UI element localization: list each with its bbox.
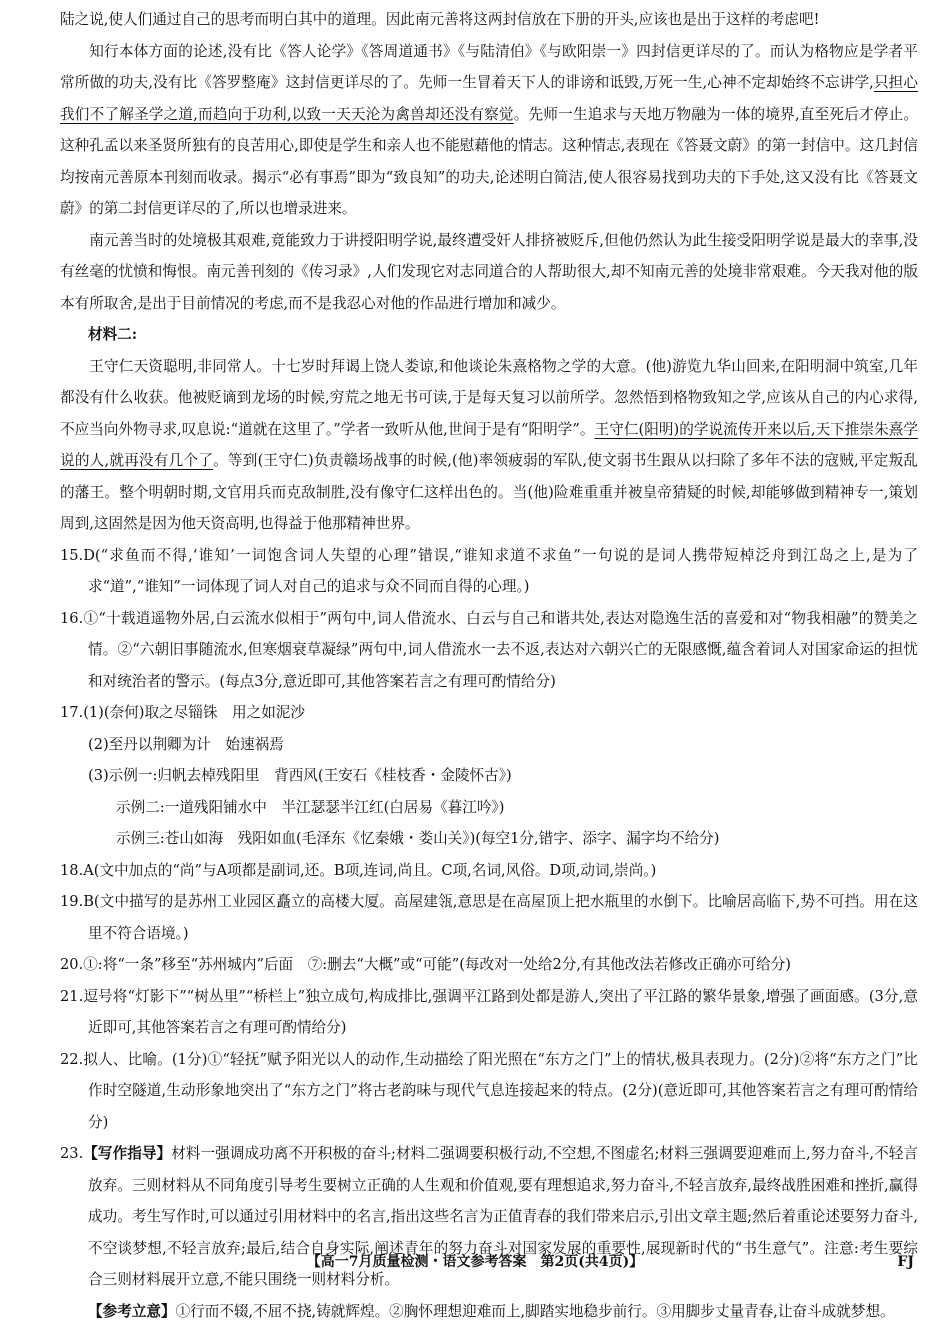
answer-17-example-3: 示例三:苍山如海 残阳如血(毛泽东《忆秦娥・娄山关》)(每空1分,错字、添字、漏字均不给分): [60, 823, 918, 855]
answer-23-number: 23.: [60, 1145, 83, 1162]
material2-text-a: 王守仁天资聪明,非同常人。十七岁时拜谒上饶人娄谅,和他谈论朱熹格物之学的大意。(他)游览九华山回来,在阳明洞中筑室,几年都没有什么收获。他被贬谪到龙场的时候,穷荒之地无书可读,于是每天复习以前所学。忽然悟到格物致知之学,应该从自己的内心求得,不应当向外物寻求,叹息说:“道就在这里了。”学者一致听从他,世间于是有“阳明学”。: [60, 358, 918, 438]
answer-15: 15.D(“求鱼而不得,‘谁知’一词饱含词人失望的心理”错误,“谁知求道不求鱼”一句说的是词人携带短棹泛舟到江岛之上,是为了求“道”,“谁知”一词体现了词人对自己的追求与众不同而自得的心理。): [60, 540, 918, 603]
intro-paragraph-3: 南元善当时的处境极其艰难,竟能致力于讲授阳明学说,最终遭受奸人排挤被贬斥,但他仍然认为此生接受阳明学说是最大的幸事,没有丝毫的忧愤和悔恨。南元善刊刻的《传习录》,人们发现它对志同道合的人帮助很大,却不知南元善的处境非常艰难。今天我对他的版本有所取舍,是出于目前情况的考虑,而不是我忍心对他的作品进行增加和减少。: [60, 225, 918, 320]
intro-p2-text-a: 知行本体方面的论述,没有比《答人论学》《答周道通书》《与陆清伯》《与欧阳崇一》四封信更详尽的了。而认为格物应是学者平常所做的功夫,没有比《答罗整庵》这封信更详尽的了。先师一生冒着天下人的诽谤和诋毁,万死一生,心神不定却始终不忘讲学,: [60, 43, 918, 92]
footer-code: FJ: [897, 1250, 914, 1274]
document-page: [60, 4, 918, 1327]
intro-p2-underlined: 只担心我们不了解圣学之道,而趋向于功利,以致一天天沦为禽兽却还没有察觉: [60, 74, 918, 123]
answer-21: 21.逗号将“灯影下”“树丛里”“桥栏上”独立成句,构成排比,强调平江路到处都是游人,突出了平江路的繁华景象,增强了画面感。(3分,意近即可,其他答案若言之有理可酌情给分): [60, 981, 918, 1044]
reference-theme-text: ①行而不辍,不屈不挠,铸就辉煌。②胸怀理想迎难而上,脚踏实地稳步前行。③用脚步丈量青春,让奋斗成就梦想。: [176, 1303, 895, 1320]
reference-theme: [60, 1296, 918, 1327]
answer-17-example-2: 示例二:一道残阳铺水中 半江瑟瑟半江红(白居易《暮江吟》): [60, 792, 918, 824]
intro-paragraph-1: 陆之说,使人们通过自己的思考而明白其中的道理。因此南元善将这两封信放在下册的开头,应该也是出于这样的考虑吧!: [60, 4, 918, 36]
intro-p2-text-b: 。先师一生追求与天地万物融为一体的境界,直至死后才停止。这种孔孟以来圣贤所独有的良苦用心,即使是学生和亲人也不能慰藉他的情志。这种情志,表现在《答聂文蔚》的第一封信中。这几封信均按南元善原本刊刻而收录。揭示“必有事焉”即为“致良知”的功夫,论述明白简洁,使人很容易找到功夫的下手处,这又没有比《答聂文蔚》的第二封信更详尽的了,所以也增录进来。: [60, 106, 918, 218]
answer-23-label: 【写作指导】: [83, 1145, 171, 1162]
material2-text-b: 。等到(王守仁)负责赣场战事的时候,(他)率领疲弱的军队,使文弱书生跟从以扫除了多年不法的寇贼,平定叛乱的藩王。整个明朝时期,文官用兵而克敌制胜,没有像守仁这样出色的。当(他)险难重重并被皇帝猜疑的时候,却能够做到精神专一,策划周到,这固然是因为他天资高明,也得益于他那精神世界。: [60, 452, 918, 532]
answer-17-2: (2)至丹以荆卿为计 始速祸焉: [60, 729, 918, 761]
answer-19: 19.B(文中描写的是苏州工业园区矗立的高楼大厦。高屋建瓴,意思是在高屋顶上把水瓶里的水倒下。比喻居高临下,势不可挡。用在这里不符合语境。): [60, 886, 918, 949]
material2-heading: 材料二:: [60, 319, 918, 351]
page-footer: [0, 1250, 950, 1274]
answer-22: 22.拟人、比喻。(1分)①“轻抚”赋予阳光以人的动作,生动描绘了阳光照在“东方之门”上的情状,极具表现力。(2分)②将“东方之门”比作时空隧道,生动形象地突出了“东方之门”将古老韵味与现代气息连接起来的特点。(2分)(意近即可,其他答案若言之有理可酌情给分): [60, 1044, 918, 1139]
answer-17-3: (3)示例一:归帆去棹残阳里 背西风(王安石《桂枝香・金陵怀古》): [60, 760, 918, 792]
answer-16: 16.①“十载逍遥物外居,白云流水似相于”两句中,词人借流水、白云与自己和谐共处,表达对隐逸生活的喜爱和对“物我相融”的赞美之情。②“六朝旧事随流水,但寒烟衰草凝绿”两句中,词人借流水一去不返,表达对六朝兴亡的无限感慨,蕴含着词人对国家命运的担忧和对统治者的警示。(每点3分,意近即可,其他答案若言之有理可酌情给分): [60, 603, 918, 698]
answer-17-1: 17.(1)(奈何)取之尽锱铢 用之如泥沙: [60, 697, 918, 729]
answer-20: 20.①:将“一条”移至“苏州城内”后面 ⑦:删去“大概”或“可能”(每改对一处给2分,有其他改法若修改正确亦可给分): [60, 949, 918, 981]
material2-paragraph: [60, 351, 918, 540]
intro-paragraph-2: [60, 36, 918, 225]
footer-title: 【高一7月质量检测・语文参考答案 第2页(共4页)】: [0, 1250, 950, 1274]
reference-theme-label: 【参考立意】: [88, 1303, 176, 1320]
answer-18: 18.A(文中加点的“尚”与A项都是副词,还。B项,连词,尚且。C项,名词,风俗。D项,动词,崇尚。): [60, 855, 918, 887]
answer-23-text: 材料一强调成功离不开积极的奋斗;材料二强调要积极行动,不空想,不图虚名;材料三强调要迎难而上,努力奋斗,不轻言放弃。三则材料从不同角度引导考生要树立正确的人生观和价值观,要有理想追求,努力奋斗,不轻言放弃,最终战胜困难和挫折,赢得成功。考生写作时,可以通过引用材料中的名言,指出这些名言为正值青春的我们带来启示,引出文章主题;然后着重论述要努力奋斗,不空谈梦想,不轻言放弃;最后,结合自身实际,阐述青年的努力奋斗对国家发展的重要性,展现新时代的“书生意气”。注意:考生要综合三则材料展开立意,不能只围绕一则材料分析。: [88, 1145, 918, 1288]
material2-underlined: 王守仁(阳明)的学说流传开来以后,天下推崇朱熹学说的人,就再没有几个了: [60, 421, 918, 470]
